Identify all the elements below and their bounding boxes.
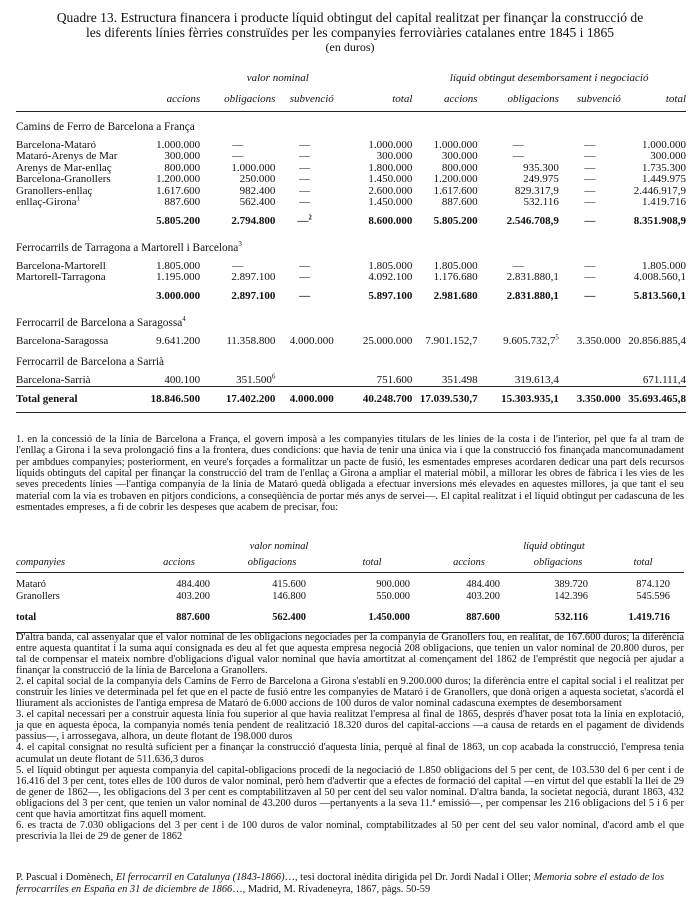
- cell-value: 562.400: [239, 196, 276, 208]
- header-empty: [16, 85, 143, 112]
- main-table: [16, 73, 686, 413]
- table-cell: [143, 336, 200, 348]
- cell-value: 11.358.800: [226, 334, 276, 347]
- footnote-paragraph: D'altra banda, cal assenyalar que el valor nominal de les obligacions negociades per la companyia de Granollers fou, en realitat, de 167.600 duros; la diferència entre aquesta quantitat i la suma aquí consignada es deu al fet que aquesta empresa negocià 208 obligacions, que tenien un valor nominal de 20.800 duros, per tal de compensar el mateix nombre d'obligacions d'igual valor nominal que havia amortitzat al començament del 1862 de l'empréstit que negocià per ajudar a finançar la construcció de la línia de Barcelona a Granollers.: [16, 632, 684, 677]
- column-header: obligacions: [478, 85, 559, 112]
- table-cell: [412, 272, 477, 284]
- grand-total-cell: 17.039.530,7: [412, 387, 477, 413]
- total-value: —: [299, 289, 311, 302]
- total-cell: [275, 284, 333, 309]
- table-cell: [334, 197, 413, 209]
- total-value: —: [584, 289, 596, 302]
- subtable-cell: 146.800: [272, 590, 306, 602]
- subtable-cell: 403.200: [176, 590, 210, 602]
- total-value: 2.897.100: [231, 289, 276, 302]
- cell-value: 351.500: [236, 373, 272, 386]
- total-value: 5.805.200: [156, 214, 201, 227]
- source-title-2: Memoria sobre el estado de los ferrocarriles en España en 31 de diciembre de 1866: [16, 872, 664, 895]
- cell-value: 1.000.000: [156, 138, 201, 151]
- row-label-text: Barcelona-Saragossa: [16, 334, 109, 347]
- subtable-cell: 484.400: [466, 579, 500, 590]
- cell-value: 300.000: [376, 150, 413, 162]
- row-label-text: Barcelona-Martorell: [16, 259, 106, 272]
- table-cell: [143, 272, 200, 284]
- cell-value: 250.000: [239, 173, 276, 185]
- source-author: P. Pascual i Domènech,: [16, 872, 114, 883]
- total-cell: [621, 209, 686, 234]
- cell-value: —: [232, 150, 244, 162]
- footnote-ref: 4: [182, 315, 186, 324]
- footnote-paragraph: 5. el líquid obtingut per aquesta companyia del capital-obligacions procedí de la negociació de 1.850 obligacions del 5 per cent, de 103.530 del 6 per cent i de 16.416 del 3 per cent, totes elles de 100 duros de valor nominal, però hem d'advertir que a efectes de formació del capital —en virtut del que establí la llei de 29 de gener de 1862—, les obligacions del 3 per cent es comptabilitzaven al 50 per cent del seu valor nominal. D'altra banda, la societat negocià, durant 1863, 432 obligacions del 3 per cent, que tenien un valor nominal de 43.200 duros —pertanyents a la seva 11.ª emissió—, per compensar les 216 obligacions del 5 i 6 per cent que havia amortitzat fins aquell moment.: [16, 764, 684, 820]
- subtable-total-cell: 887.600: [134, 602, 224, 632]
- total-value: 5.805.200: [433, 214, 478, 227]
- cell-value: —: [512, 138, 524, 151]
- cell-value: 9.605.732,7: [503, 334, 556, 347]
- cell-value: 7.901.152,7: [425, 334, 478, 347]
- table-cell: [275, 375, 333, 387]
- cell-value: —: [299, 184, 311, 197]
- table-cell: [621, 336, 686, 348]
- section-name: Ferrocarril de Barcelona a Sarrià: [16, 356, 165, 368]
- section-total-row: [16, 284, 686, 309]
- grand-total-cell: 15.303.935,1: [478, 387, 559, 413]
- subtable-column-header: accions: [134, 553, 224, 573]
- total-cell: [334, 284, 413, 309]
- subtable-total-cell: 532.116: [514, 602, 602, 632]
- cell-value: 1.419.716: [642, 196, 686, 208]
- table-title: [8, 10, 692, 55]
- cell-value: 300.000: [441, 150, 478, 162]
- row-label: [16, 375, 143, 387]
- column-header: accions: [412, 85, 477, 112]
- grand-total-cell: 17.402.200: [200, 387, 275, 413]
- subtable-cell: 484.400: [176, 579, 210, 590]
- cell-value: —: [584, 196, 596, 208]
- column-header: total: [334, 85, 413, 112]
- row-label-text: Arenys de Mar-enllaç: [16, 161, 112, 174]
- cell-value: 1.805.000: [433, 259, 478, 272]
- section-heading: [16, 347, 686, 375]
- cell-value: —: [512, 259, 524, 272]
- cell-value: 1.617.600: [433, 184, 478, 197]
- section-heading-row: [16, 347, 686, 375]
- subtable-group-row: [16, 541, 684, 553]
- cell-value: 319.613,4: [514, 373, 559, 386]
- total-cell: [143, 209, 200, 234]
- cell-value: 4.092.100: [368, 271, 413, 283]
- cell-value: —: [299, 161, 311, 174]
- cell-value: 1.450.000: [368, 173, 413, 185]
- footnote-paragraph: 4. el capital consignat no resultà suficient per a finançar la construcció d'aquesta línia, perquè al final de 1863, un cop acabada la construcció, l'empresa tenia acumulat un deute flotant de 511.636,3 duros: [16, 742, 684, 765]
- total-cell: [200, 284, 275, 309]
- footnote-paragraph: 6. es tracta de 7.030 obligacions del 3 per cent i de 100 duros de valor nominal, comptabilitzades al 50 per cent del seu valor nominal, d'acord amb el que prescrivia la llei de 29 de gener de 1862: [16, 819, 684, 842]
- total-label-empty: [16, 284, 143, 309]
- table-cell: [478, 197, 559, 209]
- cell-value: 532.116: [523, 196, 559, 208]
- footnote-paragraph: 2. el capital social de la companyia dels Camins de Ferro de Barcelona a Girona s'establí en 9.200.000 duros; la diferència entre el capital social i el realitzat per construir les línies ve determinada pel fet que en el pacte de fusió entre les companyies de Mataró i de Granollers, que donà origen a aquesta societat, s'acordà el lliurament als accionistes de l'antiga empresa de Mataró de 6.000 accions de 100 duros de valor nominal cadascuna exemptes de desemborsament: [16, 676, 684, 710]
- section-name: Camins de Ferro de Barcelona a França: [16, 121, 195, 133]
- table-cell: [275, 197, 333, 209]
- cell-value: 1.805.000: [156, 259, 201, 272]
- row-label-text: Granollers-enllaç: [16, 184, 93, 197]
- table-cell: [559, 272, 621, 284]
- cell-value: —: [232, 138, 244, 151]
- table-cell: [200, 371, 276, 387]
- title-line-1: Quadre 13. Estructura financera i producte líquid obtingut del capital realitzat per finançar la construcció de: [56, 10, 644, 25]
- cell-value: 351.498: [441, 373, 478, 386]
- section-heading-row: [16, 233, 686, 261]
- table-cell: [559, 197, 621, 209]
- section-heading-row: [16, 112, 686, 140]
- subtable-column-header: total: [320, 553, 424, 573]
- row-label: [16, 336, 143, 348]
- subtable-cell: 900.000: [376, 579, 410, 590]
- cell-value: 1.000.000: [231, 161, 276, 174]
- total-value: 2.981.680: [433, 289, 478, 302]
- footnote-ref: 1: [76, 194, 80, 203]
- cell-value: —: [584, 161, 596, 174]
- subtable-column-header: obligacions: [224, 553, 320, 573]
- table-row: [16, 272, 686, 284]
- cell-value: —: [584, 173, 596, 185]
- source-text-2: …, Madrid, M. Rivadeneyra, 1867, pàgs. 50-59: [232, 883, 431, 895]
- table-cell: [275, 336, 333, 348]
- cell-value: 2.600.000: [368, 184, 413, 197]
- cell-value: 1.000.000: [433, 138, 478, 151]
- table-cell: [559, 336, 621, 348]
- source-citation: [16, 872, 684, 895]
- total-cell: [412, 284, 477, 309]
- cell-value: 400.100: [164, 373, 201, 386]
- grand-total-cell: 40.248.700: [334, 387, 413, 413]
- cell-value: 2.831.880,1: [506, 271, 559, 283]
- total-cell: [275, 209, 333, 234]
- cell-value: —: [584, 150, 596, 162]
- table-cell: [200, 336, 275, 348]
- row-label: [16, 272, 143, 284]
- grand-total-label: Total general: [16, 387, 143, 413]
- cell-value: 935.300: [523, 161, 559, 174]
- subtable-body: [16, 541, 684, 632]
- total-value: 8.600.000: [368, 214, 413, 227]
- subtable-column-header: companyies: [16, 553, 134, 573]
- cell-value: 1.805.000: [642, 259, 686, 272]
- cell-value: 800.000: [441, 161, 478, 174]
- cell-value: 4.000.000: [289, 334, 334, 347]
- total-value: 8.351.908,9: [633, 214, 686, 227]
- cell-value: 300.000: [164, 150, 201, 162]
- row-label-text: Barcelona-Mataró: [16, 138, 97, 151]
- cell-value: 1.000.000: [368, 138, 413, 151]
- subtable-cell: 874.120: [636, 579, 670, 590]
- section-name: Ferrocarril de Barcelona a Saragossa: [16, 317, 183, 329]
- grand-total-cell: 18.846.500: [143, 387, 200, 413]
- cell-value: 20.856.885,4: [628, 334, 686, 347]
- total-cell: [334, 209, 413, 234]
- footnote-ref: 6: [271, 371, 276, 380]
- cell-value: 1.617.600: [156, 184, 201, 197]
- footnote-ref: 3: [238, 240, 242, 249]
- subtable-header-row: [16, 553, 684, 573]
- table-cell: [412, 197, 477, 209]
- column-header: accions: [143, 85, 200, 112]
- total-value: 5.897.100: [368, 289, 413, 302]
- subtable-cell: Granollers: [16, 590, 60, 602]
- total-cell: [478, 284, 559, 309]
- cell-value: —: [299, 259, 311, 272]
- subtable-row: [16, 573, 684, 591]
- cell-value: 1.805.000: [368, 259, 413, 272]
- subtable-cell: 389.720: [554, 579, 588, 590]
- table-cell: [412, 336, 477, 348]
- cell-value: 1.200.000: [433, 173, 478, 185]
- section-heading-row: [16, 308, 686, 336]
- cell-value: 829.317,9: [514, 184, 559, 197]
- subtable-cell: 545.596: [636, 590, 670, 602]
- table-cell: [478, 272, 559, 284]
- table-cell: [621, 197, 686, 209]
- row-label-text: Barcelona-Sarrià: [16, 373, 91, 386]
- source-title-1: El ferrocarril en Catalunya (1843-1866): [115, 872, 285, 883]
- note-1-text: 1. en la concessió de la línia de Barcelona a França, el govern imposà a les companyies titulars de les línies de la costa i de l'interior, pel que fa al tram de l'enllaç a Girona i la seva prolongació fins a la frontera, dues condicions: que havia de tenir una única via i que la construcció fos finançada mancomunadament per ambdues companyies; posteriorment, en veure's forçades a formalitzar un pacte de fusió, les esmentades empreses acordaren dedicar una part dels recursos líquids obtinguts del capital per finançar la construcció del tram de l'enllaç a Girona a ampliar el material mòbil, a millorar les obres de fàbrica i les vies de les seves precedents línies —l'antiga companyia de la línia de Mataró quedà obligada a efectuar inversions més elevades en aquestes millores, ja que tant el seu material com la via es trobaven en pitjors condicions, a conseqüència de portar més anys de servei—. El capital realitzat i el líquid obtingut per cadascuna de les esmentades empreses, a fi de cobrir les despeses que acabem de precisar, fou:: [16, 434, 684, 514]
- section-heading: [16, 112, 686, 140]
- main-table-body: [16, 73, 686, 412]
- table-cell: [334, 375, 413, 387]
- cell-value: 800.000: [164, 161, 201, 174]
- section-heading: [16, 308, 686, 336]
- cell-value: —: [584, 271, 596, 283]
- subtable-cell: 415.600: [272, 579, 306, 590]
- cell-value: —: [299, 138, 311, 151]
- subtable-cell: 142.396: [554, 590, 588, 602]
- cell-value: 751.600: [376, 373, 413, 386]
- cell-value: 887.600: [164, 196, 201, 208]
- cell-value: 3.350.000: [576, 334, 621, 347]
- table-cell: [143, 375, 200, 387]
- cell-value: 1.000.000: [642, 138, 686, 151]
- column-header: subvenció: [275, 85, 333, 112]
- cell-value: —: [512, 150, 524, 162]
- footnote-ref: 5: [555, 332, 559, 341]
- grand-total-cell: 35.693.465,8: [621, 387, 686, 413]
- column-header: obligacions: [200, 85, 275, 112]
- cell-value: 1.735.300: [642, 161, 686, 174]
- title-units: (en duros): [325, 40, 375, 54]
- total-value: —: [297, 214, 309, 227]
- section-heading: [16, 233, 686, 261]
- subtable-group-liquid: líquid obtingut: [523, 541, 585, 552]
- column-header: subvenció: [559, 85, 621, 112]
- cell-value: —: [584, 259, 596, 272]
- total-value: 2.794.800: [231, 214, 276, 227]
- subtable-row: [16, 591, 684, 603]
- note-1: [16, 434, 684, 513]
- grand-total-row: [16, 387, 686, 413]
- cell-value: 1.800.000: [368, 161, 413, 174]
- subtable-total-cell: 1.419.716: [602, 602, 684, 632]
- cell-value: 4.008.560,1: [633, 271, 686, 283]
- row-label-text: Martorell-Tarragona: [16, 271, 106, 283]
- total-value: 2.831.880,1: [506, 289, 559, 302]
- total-label-empty: [16, 209, 143, 234]
- total-cell: [412, 209, 477, 234]
- cell-value: 2.446.917,9: [633, 184, 686, 197]
- table-cell: [478, 332, 559, 348]
- cell-value: —: [299, 196, 311, 208]
- table-cell: [334, 272, 413, 284]
- row-label: [16, 194, 143, 209]
- total-cell: [478, 209, 559, 234]
- cell-value: 25.000.000: [362, 334, 413, 347]
- subtable-total-cell: total: [16, 602, 134, 632]
- table-cell: [621, 375, 686, 387]
- header-columns-row: [16, 85, 686, 112]
- table-row: [16, 197, 686, 209]
- subtable-group-valor-nominal: valor nominal: [249, 541, 309, 552]
- table-cell: [143, 197, 200, 209]
- subtable-column-header: accions: [424, 553, 514, 573]
- cell-value: 2.897.100: [231, 271, 276, 283]
- cell-value: 9.641.200: [156, 334, 201, 347]
- total-value: 2.546.708,9: [506, 214, 559, 227]
- header-group-valor-nominal: valor nominal: [246, 72, 309, 84]
- subtable-cell: 403.200: [466, 590, 500, 602]
- total-value: 3.000.000: [156, 289, 201, 302]
- total-cell: [143, 284, 200, 309]
- cell-value: 887.600: [441, 196, 478, 208]
- cell-value: 671.111,4: [642, 373, 686, 386]
- cell-value: 300.000: [650, 150, 686, 162]
- table-cell: [200, 272, 275, 284]
- subtable-column-header: obligacions: [514, 553, 602, 573]
- subtable-total-cell: 1.450.000: [320, 602, 424, 632]
- cell-value: —: [299, 271, 311, 283]
- row-label-text: Mataró-Arenys de Mar: [16, 150, 118, 162]
- cell-value: 1.195.000: [156, 271, 201, 283]
- cell-value: 982.400: [239, 184, 276, 197]
- cell-value: —: [232, 259, 244, 272]
- table-row: [16, 375, 686, 387]
- table-cell: [334, 336, 413, 348]
- total-value: 5.813.560,1: [633, 289, 686, 302]
- table-cell: [559, 375, 621, 387]
- column-header: total: [621, 85, 686, 112]
- footnote-paragraph: 3. el capital necessari per a construir aquesta línia fou superior al que havia realitzat l'empresa al final de 1865, després d'haver posat tota la línia en explotació, ja que en aquesta època, la companyia només tenia pendent de realització 18.320 duros del capital-accions —a causa de retards en el pagament de dividends passius—, i arrossegava, alhora, un deute flotant de 198.000 duros: [16, 709, 684, 743]
- header-group-liquid: líquid obtingut desemborsament i negociació: [449, 72, 649, 84]
- notes-after: [16, 632, 684, 842]
- total-cell: [621, 284, 686, 309]
- table-cell: [275, 272, 333, 284]
- table-cell: [478, 375, 559, 387]
- cell-value: —: [299, 173, 311, 185]
- subtable: [16, 541, 684, 633]
- row-label-text: enllaç-Girona: [16, 196, 77, 208]
- cell-value: 1.200.000: [156, 173, 201, 185]
- row-label-text: Barcelona-Granollers: [16, 173, 111, 185]
- cell-value: 249.975: [523, 173, 559, 185]
- grand-total-cell: 4.000.000: [275, 387, 333, 413]
- table-cell: [200, 197, 275, 209]
- subtable-cell: 550.000: [376, 590, 410, 602]
- cell-value: 1.450.000: [368, 196, 413, 208]
- table-cell: [412, 375, 477, 387]
- total-cell: [559, 284, 621, 309]
- total-cell: [200, 209, 275, 234]
- subtable-total-cell: 562.400: [224, 602, 320, 632]
- header-group-row: [16, 73, 686, 85]
- subtable-column-header: total: [602, 553, 684, 573]
- cell-value: —: [584, 184, 596, 197]
- footnote-ref: 2: [308, 212, 312, 221]
- cell-value: —: [584, 138, 596, 151]
- title-line-2: les diferents línies fèrries construïdes per les companyies ferroviàries catalanes entre 1845 i 1865: [85, 25, 615, 40]
- source-text-1: …, tesi doctoral inèdita dirigida pel Dr. Jordi Nadal i Oller;: [284, 872, 532, 883]
- subtable-empty: [16, 541, 134, 553]
- subtable-cell: Mataró: [16, 579, 47, 590]
- section-name: Ferrocarrils de Tarragona a Martorell i Barcelona: [16, 242, 239, 254]
- subtable-total-cell: 887.600: [424, 602, 514, 632]
- cell-value: 1.449.975: [642, 173, 686, 185]
- total-value: —: [584, 214, 596, 227]
- total-cell: [559, 209, 621, 234]
- section-total-row: [16, 209, 686, 234]
- cell-value: —: [299, 150, 311, 162]
- subtable-total-row: [16, 602, 684, 632]
- table-row: [16, 336, 686, 348]
- table-cell: [621, 272, 686, 284]
- grand-total-cell: 3.350.000: [559, 387, 621, 413]
- header-empty: [16, 73, 143, 85]
- cell-value: 1.176.680: [433, 271, 478, 283]
